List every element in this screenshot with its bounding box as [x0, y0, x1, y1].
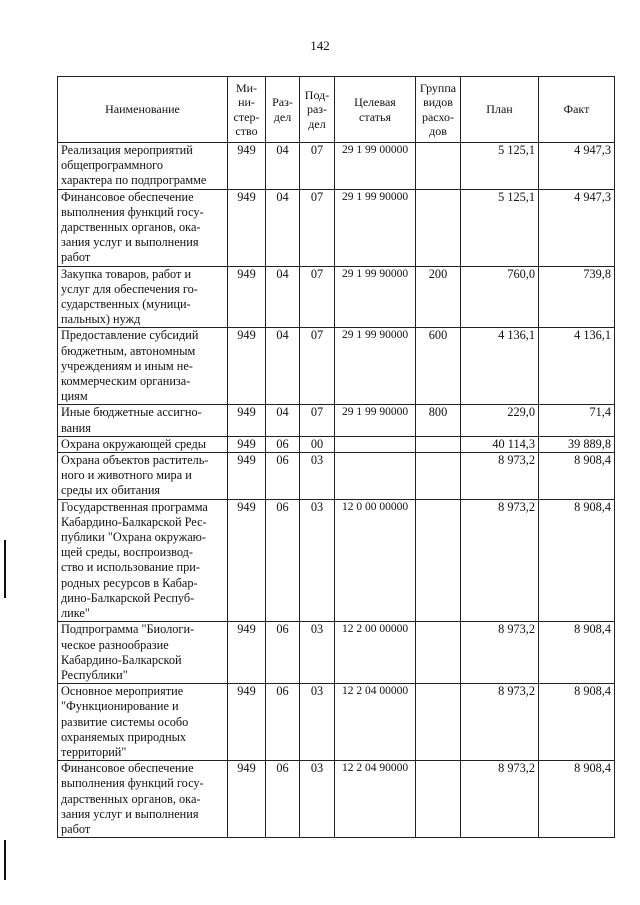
row-subsection: 03: [300, 499, 335, 622]
row-plan: 4 136,1: [461, 328, 539, 405]
row-target: 29 1 99 90000: [335, 405, 416, 436]
row-group: [416, 761, 461, 838]
row-plan: 8 973,2: [461, 761, 539, 838]
row-group: 800: [416, 405, 461, 436]
header-section: Раз- дел: [266, 77, 300, 143]
row-section: 06: [266, 453, 300, 500]
row-section: 06: [266, 622, 300, 684]
row-name: Охрана окружающей среды: [58, 436, 228, 452]
header-target-article: Целевая статья: [335, 77, 416, 143]
row-group: [416, 143, 461, 190]
row-subsection: 03: [300, 453, 335, 500]
row-subsection: 07: [300, 328, 335, 405]
row-subsection: 00: [300, 436, 335, 452]
row-target: 29 1 99 90000: [335, 266, 416, 328]
row-section: 04: [266, 328, 300, 405]
header-fact: Факт: [539, 77, 615, 143]
row-ministry: 949: [228, 405, 266, 436]
table-header-row: [58, 77, 615, 143]
table-row: [58, 499, 615, 622]
table-row: [58, 684, 615, 761]
table-row: [58, 436, 615, 452]
row-subsection: 03: [300, 622, 335, 684]
row-ministry: 949: [228, 499, 266, 622]
row-target: [335, 436, 416, 452]
table-row: [58, 328, 615, 405]
row-ministry: 949: [228, 684, 266, 761]
row-plan: 8 973,2: [461, 453, 539, 500]
row-group: [416, 622, 461, 684]
row-fact: 739,8: [539, 266, 615, 328]
row-fact: 8 908,4: [539, 761, 615, 838]
row-group: [416, 453, 461, 500]
budget-table: [57, 76, 615, 838]
row-section: 06: [266, 436, 300, 452]
row-fact: 71,4: [539, 405, 615, 436]
row-fact: 4 136,1: [539, 328, 615, 405]
row-fact: 8 908,4: [539, 622, 615, 684]
row-section: 04: [266, 189, 300, 266]
row-subsection: 07: [300, 266, 335, 328]
row-plan: 760,0: [461, 266, 539, 328]
row-section: 04: [266, 143, 300, 190]
row-section: 06: [266, 499, 300, 622]
row-group: [416, 499, 461, 622]
row-section: 06: [266, 684, 300, 761]
table-row: [58, 143, 615, 190]
row-fact: 4 947,3: [539, 143, 615, 190]
row-target: 12 2 00 00000: [335, 622, 416, 684]
scan-edge-mark: [4, 840, 6, 880]
row-group: 200: [416, 266, 461, 328]
table-row: [58, 453, 615, 500]
row-name: Финансовое обеспечение выполнения функций госу- дарственных органов, ока- зания услуг и выполнения работ: [58, 189, 228, 266]
row-target: 12 0 00 00000: [335, 499, 416, 622]
row-subsection: 07: [300, 189, 335, 266]
row-plan: 8 973,2: [461, 622, 539, 684]
header-ministry: Ми- ни- стер- ство: [228, 77, 266, 143]
row-group: [416, 189, 461, 266]
row-name: Основное мероприятие "Функционирование и развитие системы особо охраняемых природных территорий": [58, 684, 228, 761]
row-name: Финансовое обеспечение выполнения функций госу- дарственных органов, ока- зания услуг и выполнения работ: [58, 761, 228, 838]
row-name: Предоставление субсидий бюджетным, автономным учреждениям и иным не- коммерческим организа- циям: [58, 328, 228, 405]
row-plan: 5 125,1: [461, 143, 539, 190]
row-subsection: 03: [300, 761, 335, 838]
row-target: 29 1 99 90000: [335, 189, 416, 266]
row-ministry: 949: [228, 436, 266, 452]
row-group: [416, 684, 461, 761]
table-row: [58, 266, 615, 328]
row-subsection: 07: [300, 143, 335, 190]
row-ministry: 949: [228, 453, 266, 500]
row-fact: 8 908,4: [539, 684, 615, 761]
row-section: 04: [266, 405, 300, 436]
row-subsection: 07: [300, 405, 335, 436]
row-target: [335, 453, 416, 500]
table-row: [58, 189, 615, 266]
row-group: [416, 436, 461, 452]
row-plan: 40 114,3: [461, 436, 539, 452]
row-plan: 229,0: [461, 405, 539, 436]
table-row: [58, 622, 615, 684]
row-fact: 8 908,4: [539, 453, 615, 500]
row-section: 04: [266, 266, 300, 328]
row-section: 06: [266, 761, 300, 838]
page-number: 142: [310, 38, 330, 53]
row-target: 29 1 99 00000: [335, 143, 416, 190]
row-ministry: 949: [228, 266, 266, 328]
row-fact: 8 908,4: [539, 499, 615, 622]
row-target: 29 1 99 90000: [335, 328, 416, 405]
row-name: Охрана объектов раститель- ного и животного мира и среды их обитания: [58, 453, 228, 500]
row-name: Иные бюджетные ассигно- вания: [58, 405, 228, 436]
row-name: Подпрограмма "Биологи- ческое разнообразие Кабардино-Балкарской Республики": [58, 622, 228, 684]
row-fact: 4 947,3: [539, 189, 615, 266]
row-plan: 8 973,2: [461, 684, 539, 761]
row-ministry: 949: [228, 143, 266, 190]
row-group: 600: [416, 328, 461, 405]
row-name: Закупка товаров, работ и услуг для обеспечения го- сударственных (муници- пальных) нужд: [58, 266, 228, 328]
row-fact: 39 889,8: [539, 436, 615, 452]
row-ministry: 949: [228, 622, 266, 684]
row-name: Реализация мероприятий общепрограммного характера по подпрограмме: [58, 143, 228, 190]
row-plan: 5 125,1: [461, 189, 539, 266]
header-plan: План: [461, 77, 539, 143]
row-ministry: 949: [228, 189, 266, 266]
row-subsection: 03: [300, 684, 335, 761]
header-subsection: Под- раз- дел: [300, 77, 335, 143]
row-ministry: 949: [228, 761, 266, 838]
header-name: Наименование: [58, 77, 228, 143]
row-target: 12 2 04 00000: [335, 684, 416, 761]
row-target: 12 2 04 90000: [335, 761, 416, 838]
row-ministry: 949: [228, 328, 266, 405]
table-row: [58, 761, 615, 838]
scan-edge-mark: [4, 540, 6, 598]
row-plan: 8 973,2: [461, 499, 539, 622]
table-row: [58, 405, 615, 436]
header-expense-group: Группа видов расхо- дов: [416, 77, 461, 143]
row-name: Государственная программа Кабардино-Балкарской Рес- публики "Охрана окружаю- щей среды, воспроизвод- ство и использование при- родных ресурсов в Кабар- дино-Балкарской Респуб- лике": [58, 499, 228, 622]
